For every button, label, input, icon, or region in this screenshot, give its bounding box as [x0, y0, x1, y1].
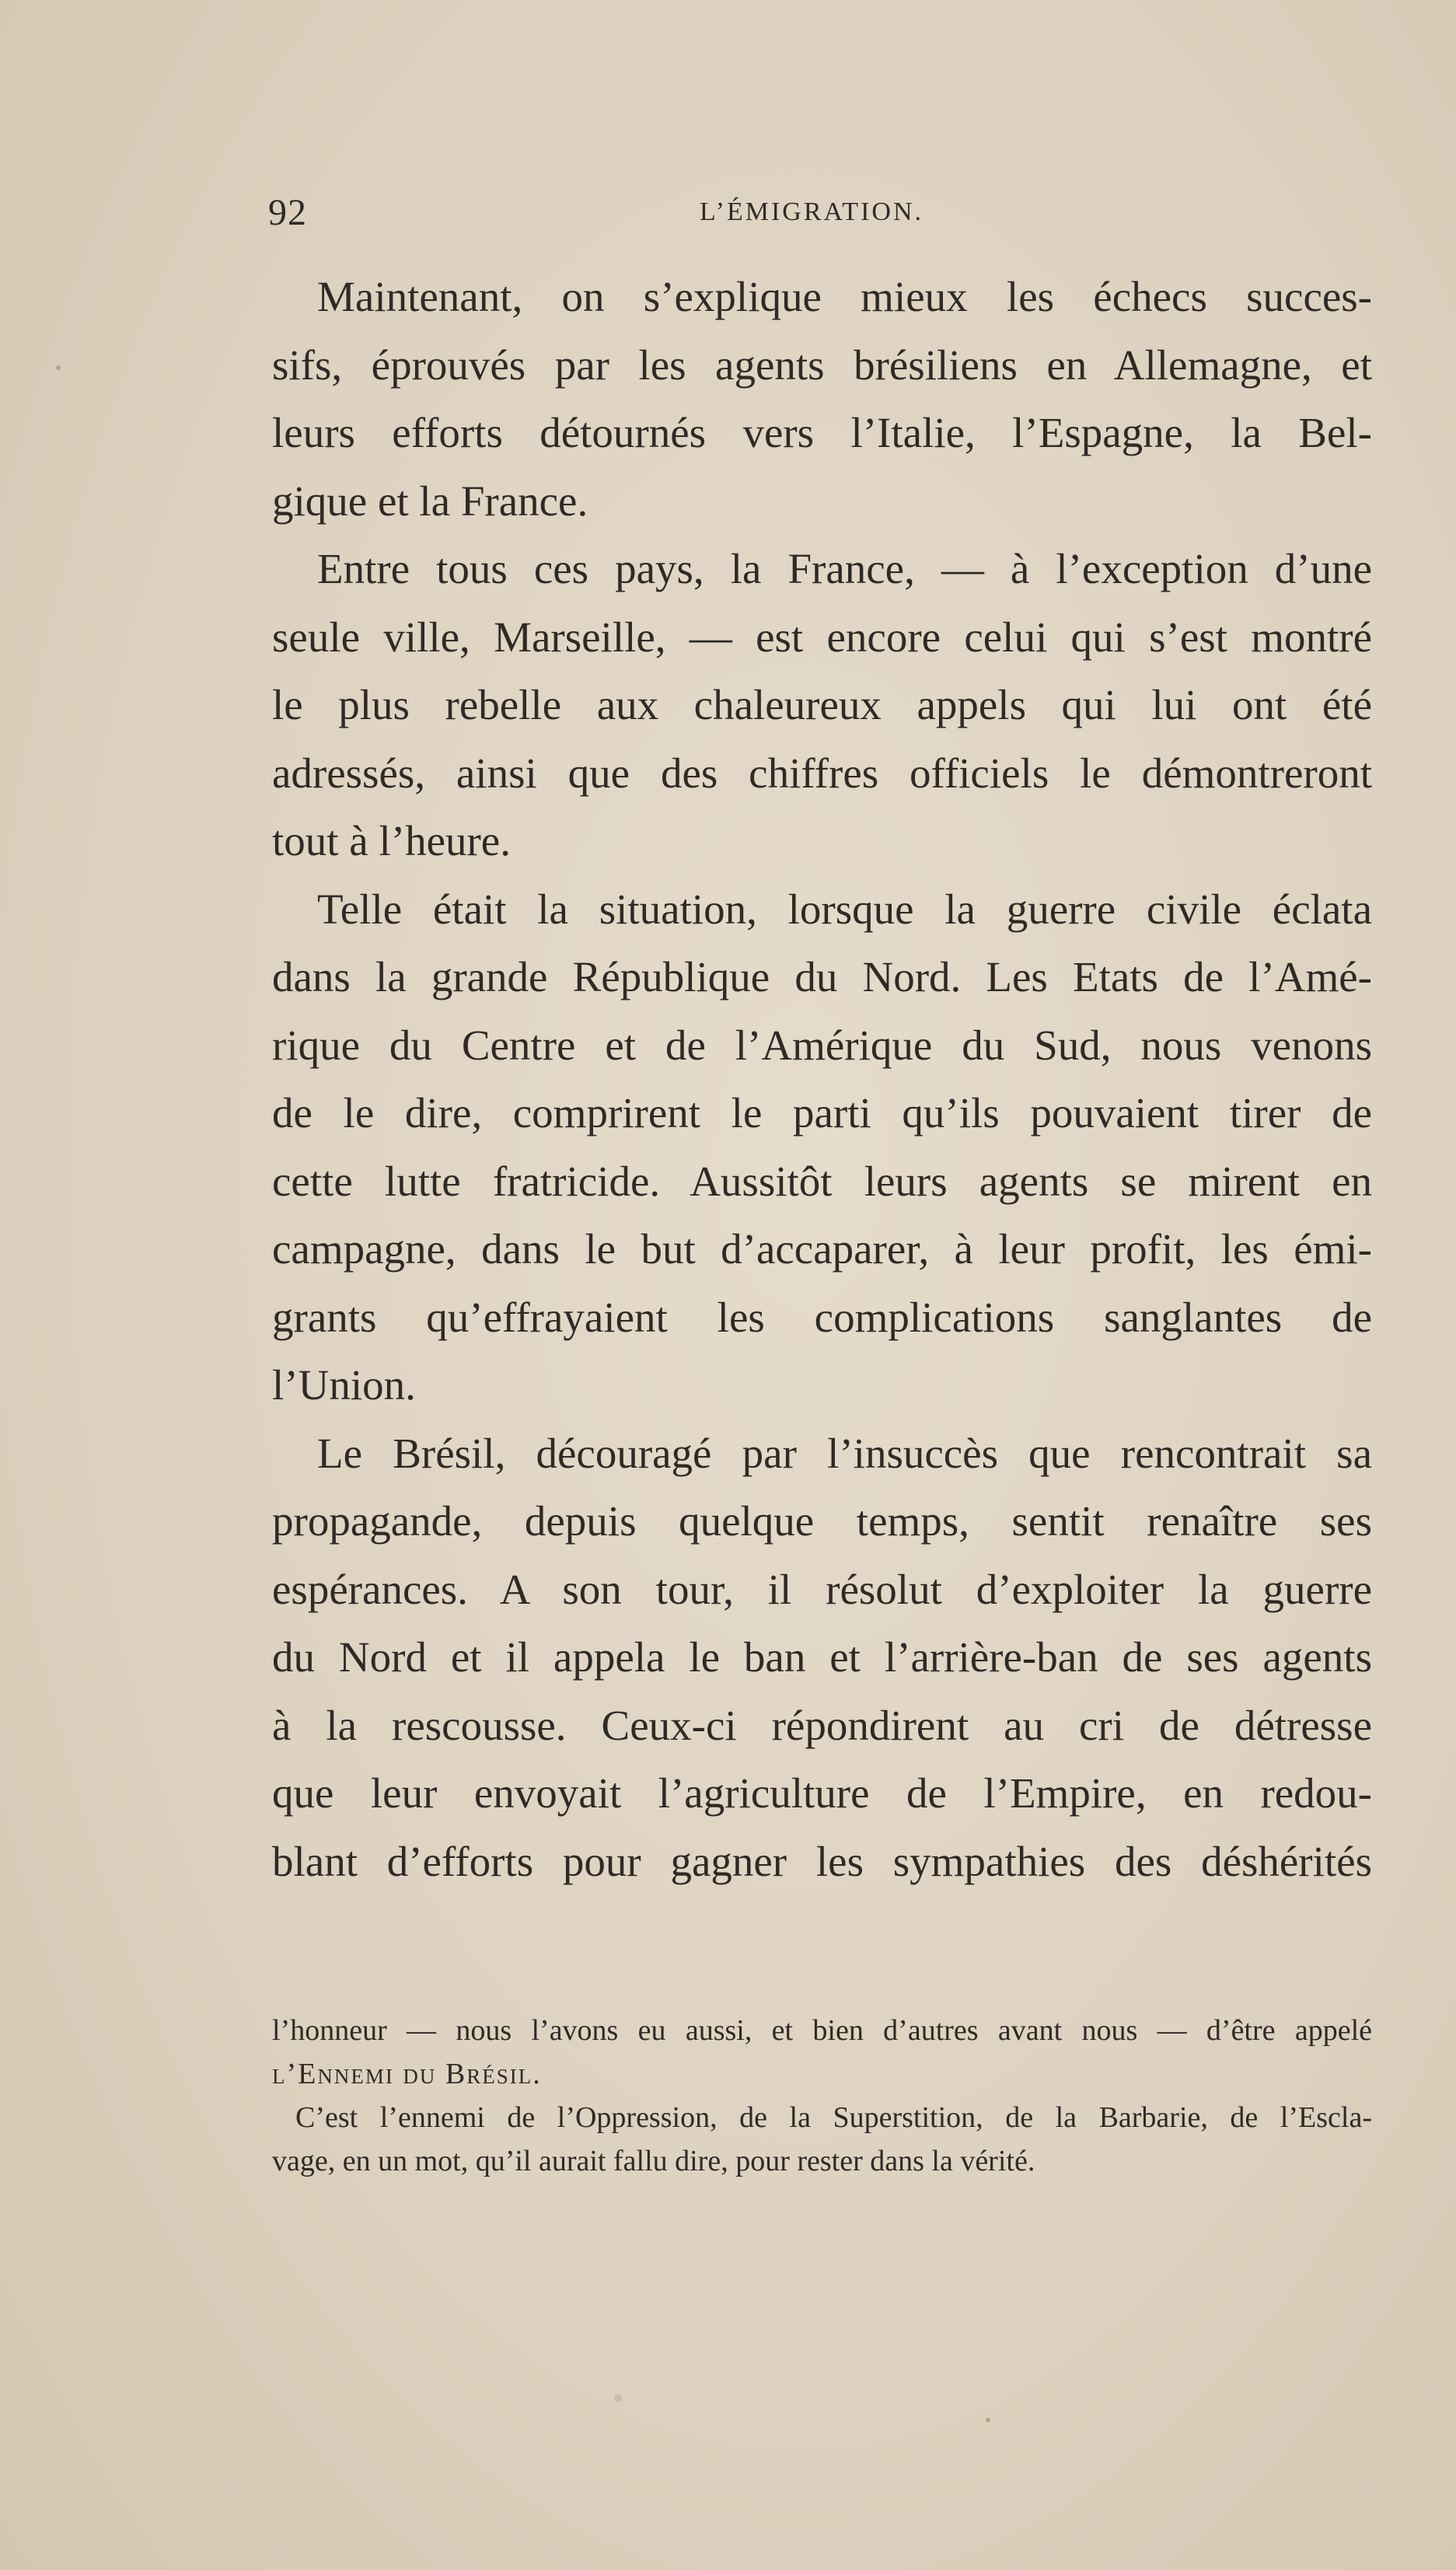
footnote	[272, 2009, 1372, 2183]
text-line: Maintenant, on s’explique mieux les échecs succes-	[317, 273, 1372, 320]
paper-speck	[614, 2394, 622, 2402]
text-line: adressés, ainsi que des chiffres officiels le démontreront	[272, 749, 1372, 797]
body-text	[272, 263, 1372, 1895]
footnote-line: C’est l’ennemi de l’Oppression, de la Superstition, de la Barbarie, de l’Escla-	[295, 2101, 1372, 2134]
text-line: espérances. A son tour, il résolut d’exploiter la guerre	[272, 1565, 1372, 1613]
text-line: du Nord et il appela le ban et l’arrière-ban de ses agents	[272, 1633, 1372, 1681]
text-line: Telle était la situation, lorsque la guerre civile éclata	[317, 885, 1372, 933]
paper-speck	[986, 2418, 990, 2422]
footnote-line: l’Ennemi du Brésil.	[272, 2058, 542, 2090]
text-line: à la rescousse. Ceux-ci répondirent au cri de détresse	[272, 1701, 1372, 1749]
running-head	[268, 191, 1372, 238]
text-line: tout à l’heure.	[272, 817, 511, 864]
text-line: campagne, dans le but d’accaparer, à leur profit, les émi-	[272, 1225, 1372, 1273]
text-line: rique du Centre et de l’Amérique du Sud, nous venons	[272, 1021, 1372, 1069]
page-number: 92	[268, 192, 307, 233]
text-line: leurs efforts détournés vers l’Italie, l’Espagne, la Bel-	[272, 409, 1372, 456]
paper-speck	[56, 365, 61, 370]
text-line: grants qu’effrayaient les complications sanglantes de	[272, 1293, 1372, 1341]
text-line: dans la grande République du Nord. Les Etats de l’Amé-	[272, 953, 1372, 1000]
footnote-line: l’honneur — nous l’avons eu aussi, et bien d’autres avant nous — d’être appelé	[272, 2014, 1372, 2047]
text-line: le plus rebelle aux chaleureux appels qui lui ont été	[272, 681, 1372, 728]
text-line: de le dire, comprirent le parti qu’ils pouvaient tirer de	[272, 1089, 1372, 1137]
footnote-line: vage, en un mot, qu’il aurait fallu dire, pour rester dans la vérité.	[272, 2145, 1035, 2177]
text-line: que leur envoyait l’agriculture de l’Empire, en redou-	[272, 1769, 1372, 1817]
text-line: gique et la France.	[272, 477, 588, 525]
text-line: seule ville, Marseille, — est encore celui qui s’est montré	[272, 613, 1372, 661]
text-line: Entre tous ces pays, la France, — à l’exception d’une	[317, 545, 1372, 592]
running-title: L’ÉMIGRATION.	[700, 197, 924, 226]
text-line: propagande, depuis quelque temps, sentit renaître ses	[272, 1497, 1372, 1545]
text-line: Le Brésil, découragé par l’insuccès que rencontrait sa	[317, 1429, 1372, 1477]
text-line: cette lutte fratricide. Aussitôt leurs agents se mirent en	[272, 1157, 1372, 1205]
text-line: l’Union.	[272, 1361, 416, 1409]
text-line: sifs, éprouvés par les agents brésiliens en Allemagne, et	[272, 340, 1372, 389]
text-line: blant d’efforts pour gagner les sympathies des déshérités	[272, 1837, 1372, 1885]
